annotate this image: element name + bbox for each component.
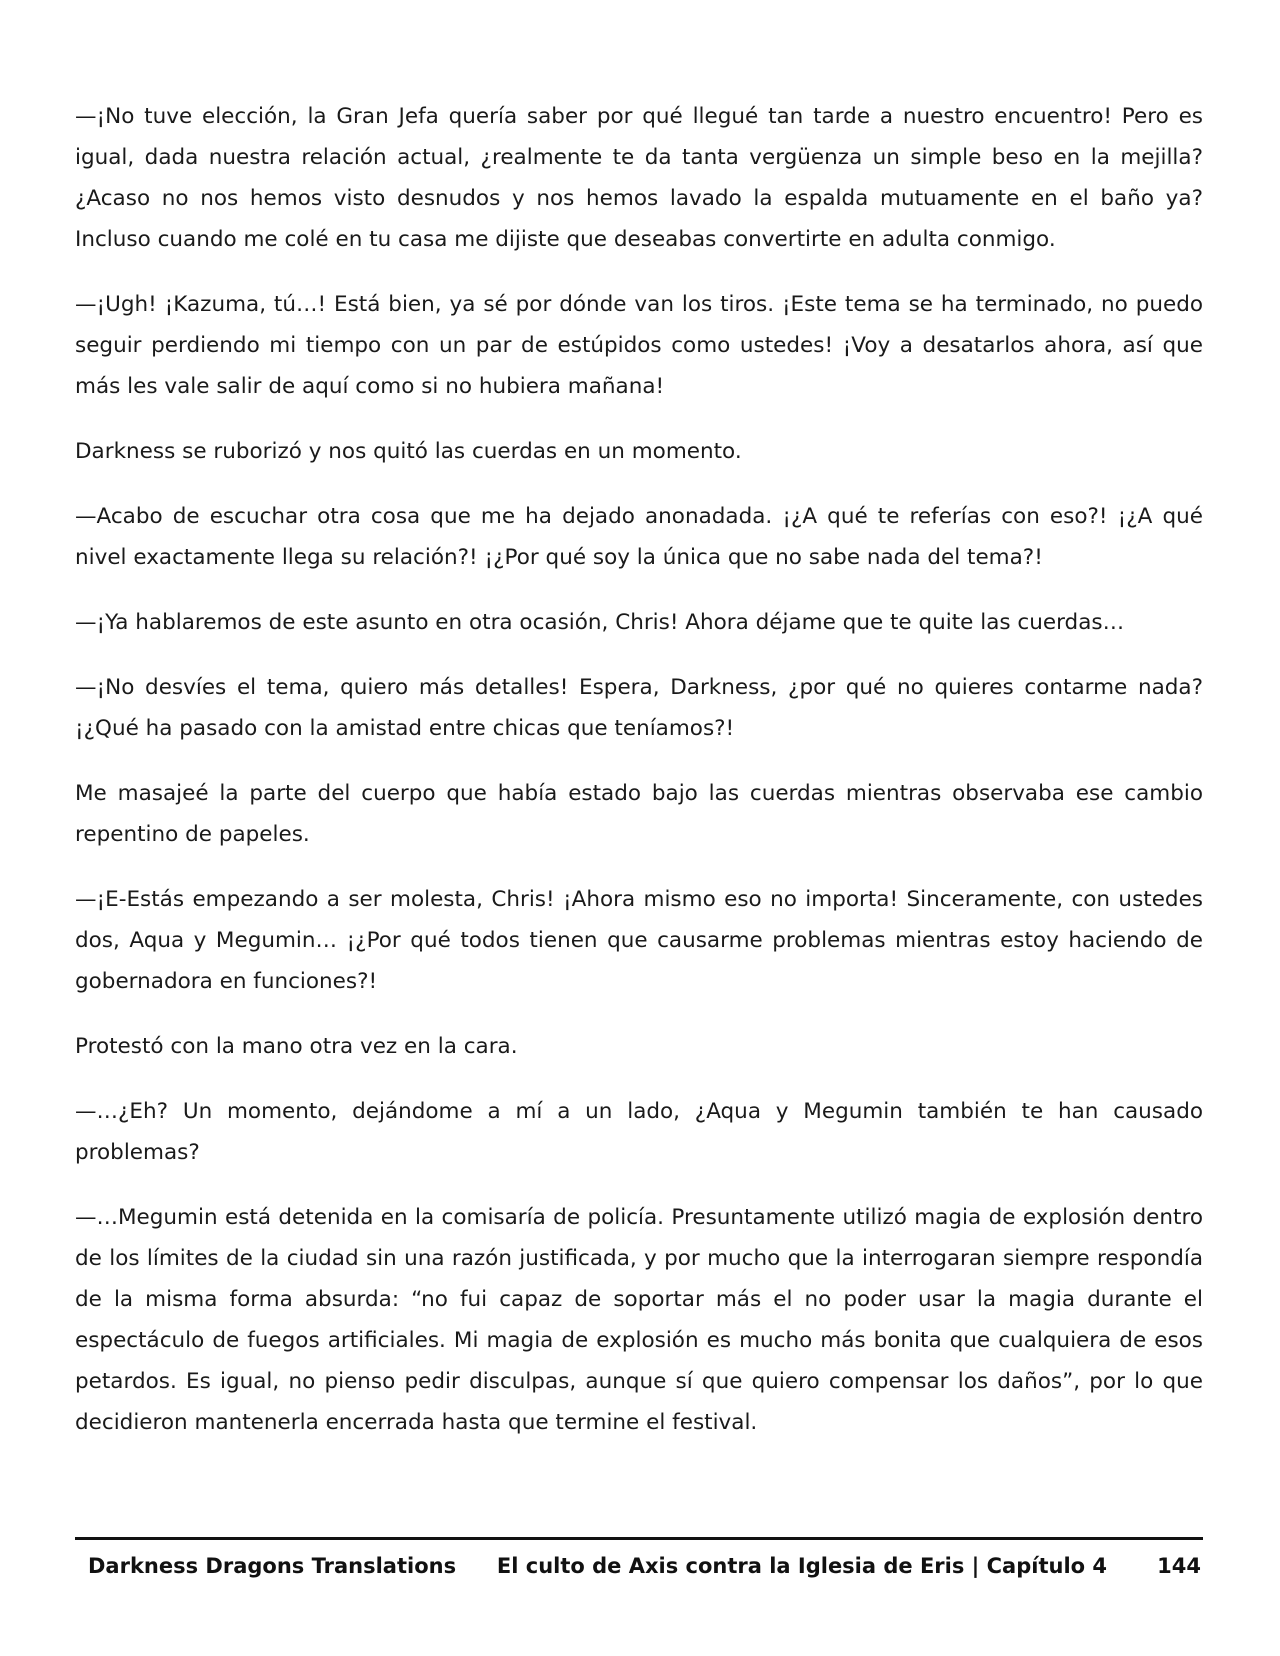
paragraph: —¡Ya hablaremos de este asunto en otra ocasión, Chris! Ahora déjame que te quite las cuerdas… bbox=[75, 610, 1125, 635]
page-body bbox=[75, 96, 1203, 1467]
footer-publisher: Darkness Dragons Translations bbox=[88, 1554, 457, 1578]
paragraph: —…¿Eh? Un momento, dejándome a mí a un lado, ¿Aqua y Megumin también te han causado problemas? bbox=[75, 1099, 1203, 1165]
paragraph: —¡No tuve elección, la Gran Jefa quería saber por qué llegué tan tarde a nuestro encuentro! Pero es igual, dada nuestra relación actual, ¿realmente te da tanta vergüenza un simple beso en la mejilla? ¿Acaso no nos hemos visto desnudos y nos hemos lavado la espalda mutuamente en el baño ya? Incluso cuando me colé en tu casa me dijiste que deseabas convertirte en adulta conmigo. bbox=[75, 104, 1203, 252]
paragraph: Darkness se ruborizó y nos quitó las cuerdas en un momento. bbox=[75, 439, 742, 464]
paragraph: —¡Ugh! ¡Kazuma, tú…! Está bien, ya sé por dónde van los tiros. ¡Este tema se ha terminado, no puedo seguir perdiendo mi tiempo con un par de estúpidos como ustedes! ¡Voy a desatarlos ahora, así que más les vale salir de aquí como si no hubiera mañana! bbox=[75, 292, 1203, 399]
paragraph: —…Megumin está detenida en la comisaría de policía. Presuntamente utilizó magia de explosión dentro de los límites de la ciudad sin una razón justificada, y por mucho que la interrogaran siempre respondía de la misma forma absurda: “no fui capaz de soportar más el no poder usar la magia durante el espectáculo de fuegos artificiales. Mi magia de explosión es mucho más bonita que cualquiera de esos petardos. Es igual, no pienso pedir disculpas, aunque sí que quiero compensar los daños”, por lo que decidieron mantenerla encerrada hasta que termine el festival. bbox=[75, 1205, 1203, 1435]
page-footer bbox=[75, 1537, 1203, 1590]
paragraph: —¡No desvíes el tema, quiero más detalles! Espera, Darkness, ¿por qué no quieres contarme nada? ¡¿Qué ha pasado con la amistad entre chicas que teníamos?! bbox=[75, 675, 1203, 741]
paragraph: Protestó con la mano otra vez en la cara. bbox=[75, 1034, 518, 1059]
paragraph: —Acabo de escuchar otra cosa que me ha dejado anonadada. ¡¿A qué te referías con eso?! ¡¿A qué nivel exactamente llega su relación?! ¡¿Por qué soy la única que no sabe nada del tema?! bbox=[75, 504, 1203, 570]
paragraph: —¡E-Estás empezando a ser molesta, Chris! ¡Ahora mismo eso no importa! Sinceramente, con ustedes dos, Aqua y Megumin… ¡¿Por qué todos tienen que causarme problemas mientras estoy haciendo de gobernadora en funciones?! bbox=[75, 887, 1203, 994]
paragraph: Me masajeé la parte del cuerpo que había estado bajo las cuerdas mientras observaba ese cambio repentino de papeles. bbox=[75, 781, 1203, 847]
footer-page-number: 144 bbox=[1157, 1554, 1201, 1578]
footer-book-chapter: El culto de Axis contra la Iglesia de Eris | Capítulo 4 bbox=[496, 1554, 1107, 1578]
